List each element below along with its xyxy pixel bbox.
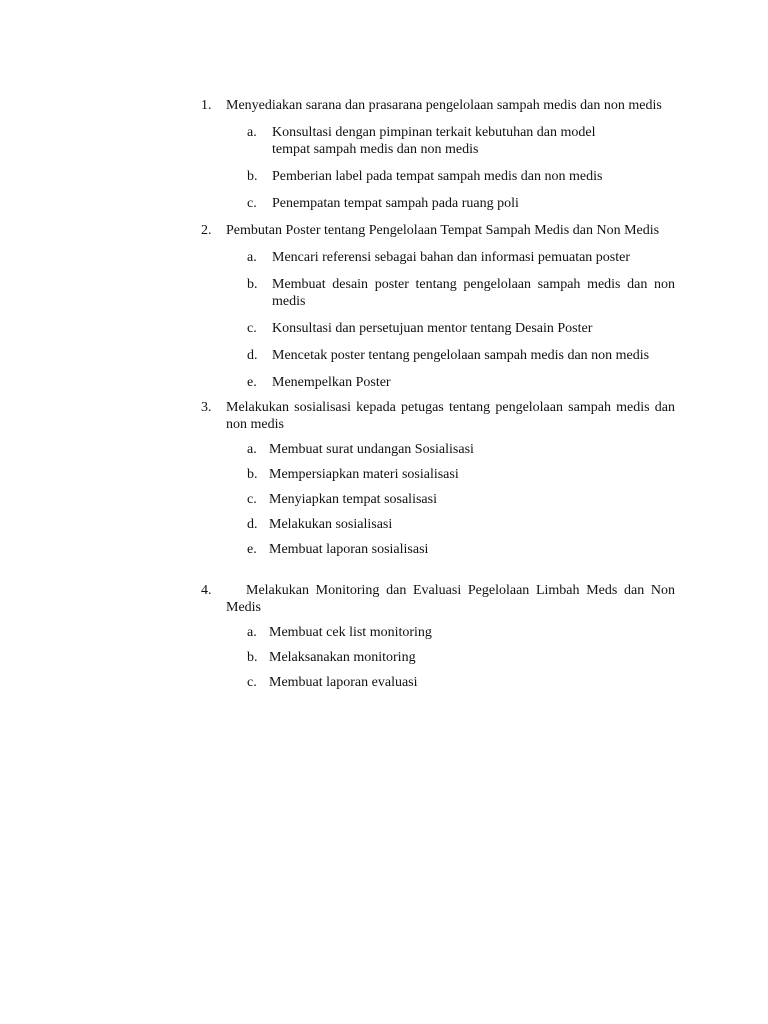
sub-item-text: Penempatan tempat sampah pada ruang poli bbox=[272, 196, 519, 211]
sub-item-letter: e. bbox=[247, 542, 257, 557]
sub-item-letter: c. bbox=[247, 196, 257, 211]
sub-item-letter: d. bbox=[247, 517, 258, 532]
sub-item-4b bbox=[247, 649, 675, 666]
sub-item-2b bbox=[247, 276, 675, 310]
sub-item-letter: c. bbox=[247, 321, 257, 336]
sub-item-letter: b. bbox=[247, 650, 258, 665]
list-item-1 bbox=[201, 97, 675, 114]
item-text bbox=[201, 582, 675, 616]
sub-item-letter: a. bbox=[247, 125, 257, 140]
sub-item-letter: e. bbox=[247, 375, 257, 390]
sub-item-text: Mencari referensi sebagai bahan dan informasi pemuatan poster bbox=[272, 250, 631, 265]
sub-item-letter: a. bbox=[247, 442, 257, 457]
item-number: 4. bbox=[201, 583, 212, 598]
sub-item-text: Mencetak poster tentang pengelolaan sampah medis dan non medis bbox=[272, 348, 650, 363]
sub-item-text: Konsultasi dengan pimpinan terkait kebutuhan dan model tempat sampah medis dan non medis bbox=[272, 125, 596, 157]
sub-item-text: Membuat cek list monitoring bbox=[269, 625, 432, 640]
sub-item-3d bbox=[247, 516, 675, 533]
sub-item-text: Pemberian label pada tempat sampah medis dan non medis bbox=[272, 169, 603, 184]
item-number: 3. bbox=[201, 400, 212, 415]
sub-item-text: Mempersiapkan materi sosialisasi bbox=[269, 467, 459, 482]
list-item-4 bbox=[201, 582, 675, 616]
sub-item-2d bbox=[247, 347, 675, 364]
sub-item-1b bbox=[247, 168, 675, 185]
item-text: Menyediakan sarana dan prasarana pengelolaan sampah medis dan non medis bbox=[226, 98, 662, 113]
sub-item-text: Menempelkan Poster bbox=[272, 375, 391, 390]
sub-item-3a bbox=[247, 441, 675, 458]
sub-item-2c bbox=[247, 320, 675, 337]
item-number: 1. bbox=[201, 98, 212, 113]
item-text: Pembutan Poster tentang Pengelolaan Tempat Sampah Medis dan Non Medis bbox=[226, 223, 660, 238]
sub-item-letter: b. bbox=[247, 169, 258, 184]
sub-item-text: Membuat laporan evaluasi bbox=[269, 675, 418, 690]
sub-item-4a bbox=[247, 624, 675, 641]
list-item-3 bbox=[201, 399, 675, 433]
sub-item-letter: b. bbox=[247, 277, 258, 292]
sub-item-4c bbox=[247, 674, 675, 691]
item-number: 2. bbox=[201, 223, 212, 238]
sub-item-text: Membuat laporan sosialisasi bbox=[269, 542, 429, 557]
sub-item-2a bbox=[247, 249, 675, 266]
sub-item-3e bbox=[247, 541, 675, 558]
sub-item-letter: c. bbox=[247, 675, 257, 690]
sub-item-text: Melakukan sosialisasi bbox=[269, 517, 393, 532]
item-text: Melakukan sosialisasi kepada petugas tentang pengelolaan sampah medis dan non medis bbox=[226, 400, 675, 432]
numbered-list bbox=[201, 97, 675, 691]
sub-item-text: Konsultasi dan persetujuan mentor tentang Desain Poster bbox=[272, 321, 593, 336]
sub-item-1c bbox=[247, 195, 675, 212]
sub-item-3c bbox=[247, 491, 675, 508]
sub-item-text: Menyiapkan tempat sosalisasi bbox=[269, 492, 437, 507]
sub-item-letter: c. bbox=[247, 492, 257, 507]
sub-item-letter: a. bbox=[247, 625, 257, 640]
sub-item-text: Melaksanakan monitoring bbox=[269, 650, 416, 665]
sub-item-text: Membuat surat undangan Sosialisasi bbox=[269, 442, 474, 457]
sub-item-2e bbox=[247, 374, 675, 391]
sub-item-text: Membuat desain poster tentang pengelolaan sampah medis dan non medis bbox=[272, 277, 675, 309]
sub-item-3b bbox=[247, 466, 675, 483]
sub-item-1a bbox=[247, 124, 675, 158]
sub-item-letter: a. bbox=[247, 250, 257, 265]
sub-item-letter: b. bbox=[247, 467, 258, 482]
sub-item-letter: d. bbox=[247, 348, 258, 363]
list-item-2 bbox=[201, 222, 675, 239]
item-text-content: Melakukan Monitoring dan Evaluasi Pegelolaan Limbah Meds dan Non Medis bbox=[226, 583, 675, 615]
